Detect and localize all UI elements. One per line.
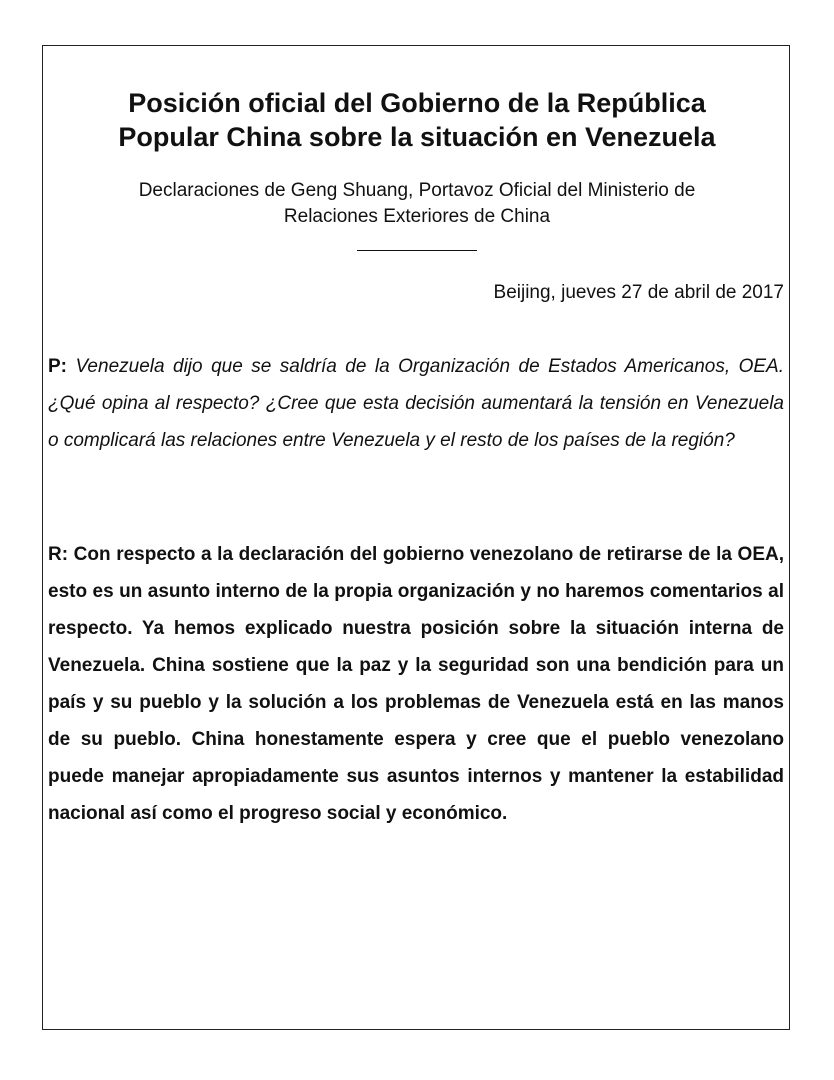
separator-rule [357, 250, 477, 251]
question-paragraph [48, 348, 784, 459]
document-subtitle [0, 178, 834, 230]
question-marker: P: [48, 356, 67, 377]
answer-paragraph: R: Con respecto a la declaración del gobierno venezolano de retirarse de la OEA, esto es un asunto interno de la propia organización y no haremos comentarios al respecto. Ya hemos explicado nuestra posición sobre la situación interna de Venezuela. China sostiene que la paz y la seguridad son una bendición para un país y su pueblo y la solución a los problemas de Venezuela está en las manos de su pueblo. China honestamente espera y cree que el pueblo venezolano puede manejar apropiadamente sus asuntos internos y mantener la estabilidad nacional así como el progreso social y económico. [48, 544, 784, 824]
document-title [0, 86, 834, 154]
question-text: Venezuela dijo que se saldría de la Organización de Estados Americanos, OEA. ¿Qué opina al respecto? ¿Cree que esta decisión aumentará la tensión en Venezuela o complicará las relaciones entre Venezuela y el resto de los países de la región? [48, 356, 784, 451]
title-line-1: Posición oficial del Gobierno de la República [128, 88, 706, 118]
subtitle-line-1: Declaraciones de Geng Shuang, Portavoz Oficial del Ministerio de [138, 180, 696, 201]
title-line-2: Popular China sobre la situación en Venezuela [118, 122, 716, 152]
subtitle-line-2: Relaciones Exteriores de China [283, 206, 551, 227]
dateline: Beijing, jueves 27 de abril de 2017 [493, 282, 784, 303]
